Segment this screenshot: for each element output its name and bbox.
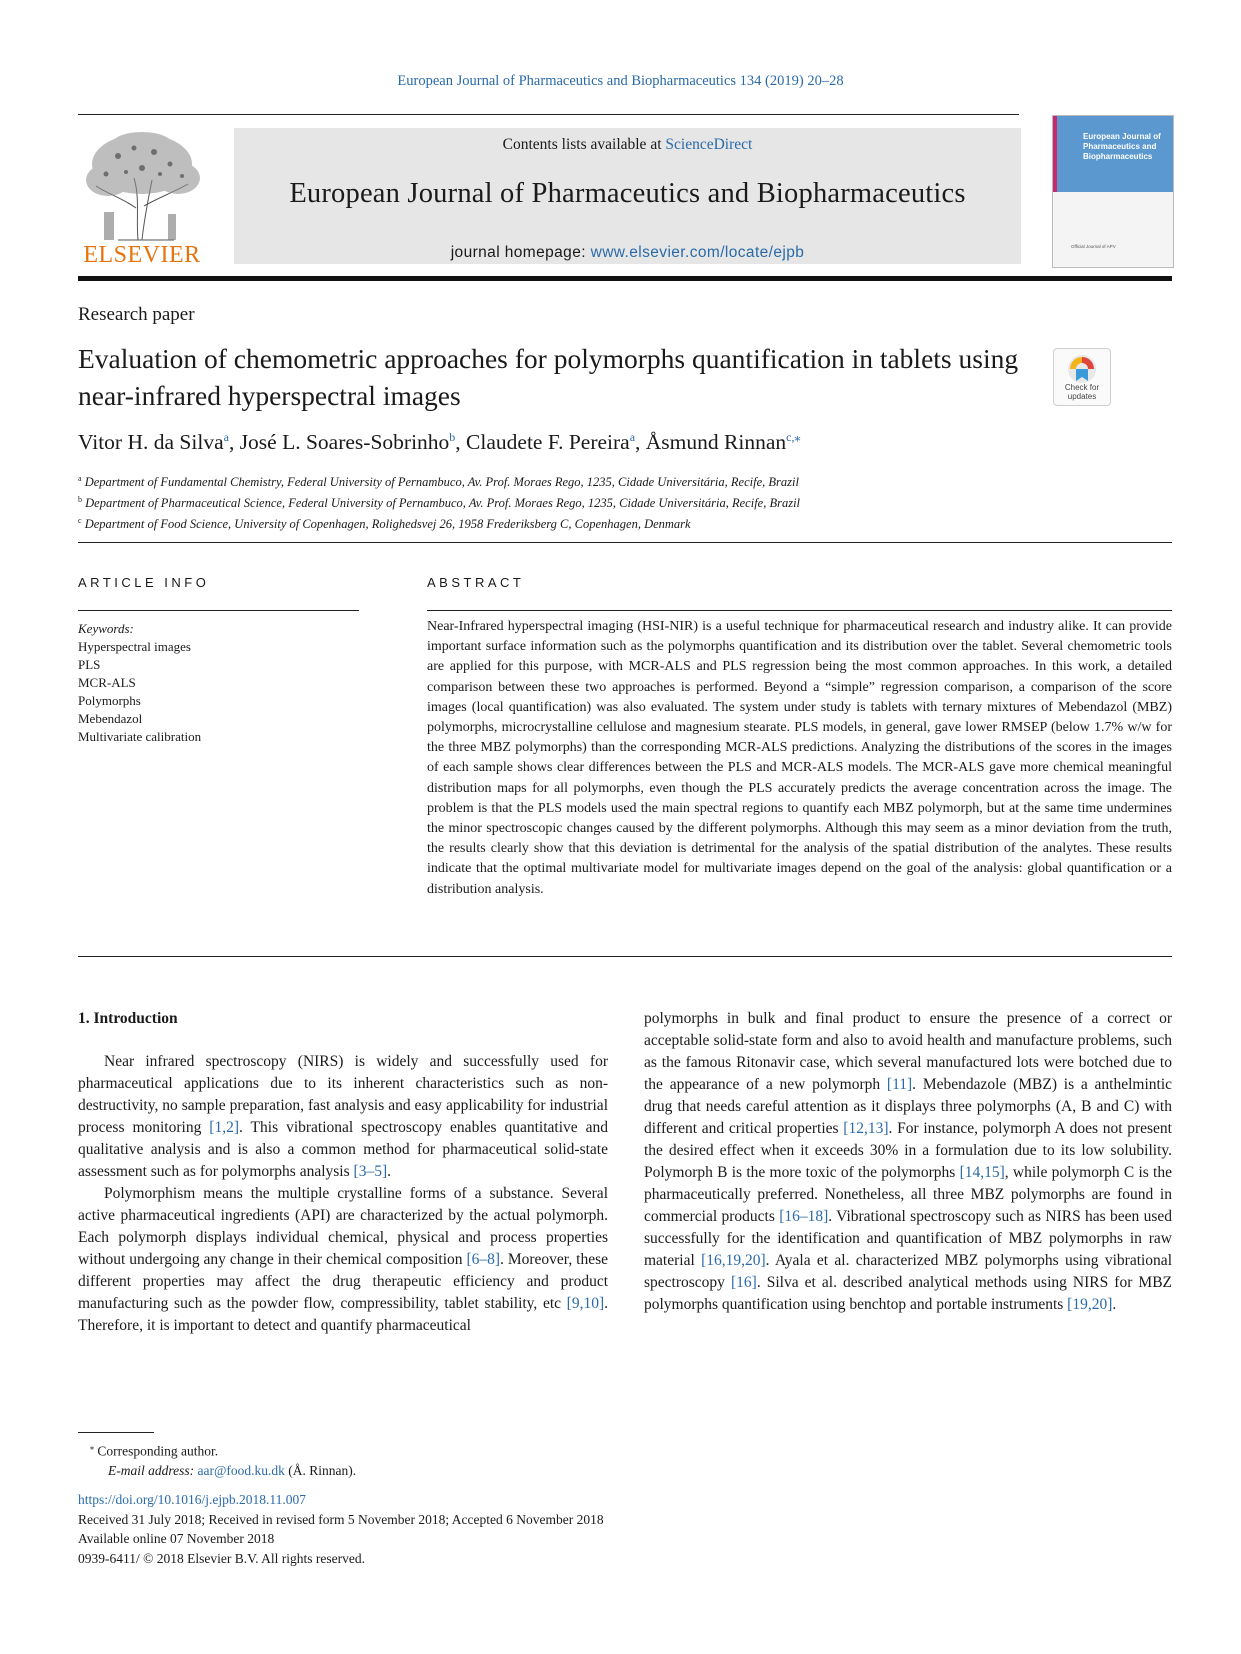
citation-link[interactable]: [16,19,20] (701, 1252, 766, 1269)
journal-homepage-line (234, 244, 1021, 262)
affiliation (78, 470, 800, 491)
paragraph-text: . Moreover, these different properties may affect the drug therapeutic efficiency and product manufacturing such as the powder flow, compressibility, tablet stability, etc (78, 1251, 609, 1312)
corresponding-author-footnote (90, 1438, 356, 1480)
journal-homepage-link[interactable]: www.elsevier.com/locate/ejpb (590, 244, 805, 261)
affiliation-marker: c (78, 516, 82, 526)
article-type: Research paper (78, 304, 195, 325)
author-name[interactable]: Claudete F. Pereira (466, 430, 630, 455)
citation-link[interactable]: [16] (730, 1274, 757, 1291)
affiliation-marker: a (78, 474, 82, 483)
doi-link[interactable]: https://doi.org/10.1016/j.ejpb.2018.11.007 (78, 1492, 307, 1507)
paragraph-text: . (1112, 1296, 1117, 1313)
affiliation-text: Department of Food Science, University of Copenhagen, Rolighedsvej 26, 1958 Frederiksberg C, Copenhagen, Denmark (84, 517, 691, 532)
email-link[interactable]: aar@food.ku.dk (197, 1462, 285, 1478)
article-info-rule (78, 610, 359, 611)
journal-cover-thumbnail[interactable] (1052, 115, 1174, 268)
citation-link[interactable]: [3–5] (353, 1163, 388, 1180)
paragraph-text: . Silva et al. described analytical methods using NIRS for MBZ polymorphs quantification using benchtop and portable instruments (644, 1274, 1173, 1313)
author-affiliation-marker[interactable]: c,⁎ (786, 430, 801, 444)
keyword: Hyperspectral images (78, 639, 191, 654)
copyright-line: 0939-6411/ © 2018 Elsevier B.V. All rights reserved. (78, 1550, 365, 1566)
affiliation-text: Department of Fundamental Chemistry, Federal University of Pernambuco, Av. Prof. Moraes Rego, 1235, Cidade Universitária, Recife, Brazil (84, 475, 799, 490)
citation-link[interactable]: [19,20] (1067, 1296, 1113, 1313)
keyword: Multivariate calibration (78, 729, 202, 744)
email-label: E-mail address: (108, 1462, 198, 1478)
citation-link[interactable]: [12,13] (843, 1120, 889, 1137)
citation-link[interactable]: [11] (886, 1076, 913, 1093)
paragraph-text: . Therefore, it is important to detect and quantify pharmaceutical (78, 1295, 608, 1334)
journal-masthead (234, 128, 1021, 264)
citation-link[interactable]: [6–8] (466, 1251, 501, 1268)
email-suffix: (Å. Rinnan). (284, 1462, 357, 1478)
footnote-marker: ⁎ (90, 1443, 94, 1452)
corresponding-label: Corresponding author. (97, 1443, 219, 1459)
body-paragraph (78, 1183, 608, 1337)
citation-link[interactable]: [14,15] (959, 1164, 1005, 1181)
paragraph-text: . (387, 1163, 391, 1180)
publication-info (78, 1490, 604, 1568)
homepage-prefix: journal homepage: (450, 244, 591, 261)
cover-footer: Official Journal of APV (1071, 244, 1116, 249)
author-name[interactable]: Åsmund Rinnan (645, 430, 787, 455)
footnote-rule (78, 1432, 154, 1433)
article-title: Evaluation of chemometric approaches for polymorphs quantification in tablets using near-infrared hyperspectral images (78, 343, 1019, 411)
body-column-right (644, 1008, 1172, 1316)
abstract-bottom-rule (78, 956, 1172, 957)
author-separator: , (455, 430, 467, 455)
section-heading: 1. Introduction (78, 1010, 178, 1027)
contents-available-line (234, 136, 1021, 154)
citation-link[interactable]: [9,10] (566, 1295, 605, 1312)
elsevier-wordmark: ELSEVIER (83, 242, 201, 268)
corresponding-line (90, 1438, 356, 1461)
author-name[interactable]: Vitor H. da Silva (78, 430, 224, 455)
paragraph-text: . Ayala et al. characterized MBZ polymorphs using vibrational spectroscopy (644, 1252, 1172, 1291)
keyword: MCR-ALS (78, 675, 136, 690)
author-list (78, 430, 800, 455)
header-rule (78, 114, 1019, 115)
author-affiliation-marker[interactable]: b (449, 430, 456, 444)
paragraph-text: , while polymorph C is the pharmaceutically preferred. Nonetheless, all three MBZ polymorphs are found in commercial products (644, 1164, 1172, 1225)
paragraph-text: . This vibrational spectroscopy enables quantitative and qualitative analysis and is also a common method for pharmaceutical solid-state assessment such as for polymorphs analysis (78, 1119, 609, 1180)
author-affiliation-marker[interactable]: a (629, 430, 636, 444)
affiliation-text: Department of Pharmaceutical Science, Federal University of Pernambuco, Av. Prof. Moraes Rego, 1235, Cidade Universitária, Recife, Brazil (85, 496, 801, 511)
abstract-rule (427, 610, 1172, 611)
affiliation-marker: b (78, 495, 82, 505)
author-separator: , (228, 430, 240, 455)
masthead-rule (78, 276, 1172, 281)
sciencedirect-link[interactable]: ScienceDirect (665, 136, 753, 153)
affiliation (78, 512, 800, 533)
author-separator: , (635, 430, 646, 455)
paragraph-text: Near infrared spectroscopy (NIRS) is widely and successfully used for pharmaceutical applications due to its inherent characteristics such as non-destructivity, no sample preparation, fast analysis and easy applicability for industrial process monitoring (78, 1053, 608, 1136)
title-block-rule (78, 542, 1172, 543)
affiliations (78, 470, 800, 533)
contents-prefix: Contents lists available at (502, 136, 666, 153)
article-info-heading: ARTICLE INFO (78, 575, 210, 590)
email-line (90, 1461, 356, 1480)
body-paragraph (644, 1008, 1172, 1316)
keyword: Mebendazol (78, 711, 143, 726)
received-dates: Received 31 July 2018; Received in revised form 5 November 2018; Accepted 6 November 2018 (78, 1511, 604, 1527)
journal-title: European Journal of Pharmaceutics and Biopharmaceutics (289, 178, 966, 209)
paragraph-text: Polymorphism means the multiple crystalline forms of a substance. Several active pharmaceutical ingredients (API) are characterized by the actual polymorph. Each polymorph displays individual chemical, physical and process properties without undergoing any change in their chemical composition (78, 1185, 608, 1268)
paragraph-text: . For instance, polymorph A does not present the desired effect when it exceeds 30% in a formulation due to its low solubility. Polymorph B is the more toxic of the polymorphs (644, 1120, 1172, 1181)
cover-accent-bar (1053, 116, 1057, 192)
keywords-list (78, 620, 201, 746)
keyword: Polymorphs (78, 693, 141, 708)
citation-link[interactable]: [1,2] (209, 1119, 239, 1136)
paragraph-text: . Mebendazole (MBZ) is a anthelmintic drug that needs careful attention as it displays three polymorphs (A, B and C) with different and critical properties (644, 1076, 1173, 1137)
abstract-text: Near-Infrared hyperspectral imaging (HSI-NIR) is a useful technique for pharmaceutical research and industry alike. It can provide important surface information such as the polymorphs quantification and its distribution over the tablet. Several chemometric tools are applied for this purpose, with MCR-ALS and PLS regression being the most common approaches. In this work, a detailed comparison between these two approaches is performed. Beyond a “simple” regression comparison, a comparison of the score images (local quantification) was also evaluated. The system under study is tablets with ternary mixtures of Mebendazol (MBZ) polymorphs, microcrystalline cellulose and magnesium stearate. PLS models, in general, gave lower RMSEP (below 1.7% w/w for the three MBZ polymorphs) than the corresponding MCR-ALS predictions. Analyzing the distributions of the scores in the images of each sample shows clear differences between the PLS and MCR-ALS models. The MCR-ALS gave more chemical meaningful distribution maps for all polymorphs, even though the PLS accurately predicts the average concentration across the image. The problem is that the PLS models used the main spectral regions to quantify each MBZ polymorph, but at the same time undermines the minor spectroscopic changes caused by the different polymorphs. Although this may seem as a minor deviation from the truth, the results clearly show that this deviation is detrimental for the analysis of the spatial distribution of the analytes. These results indicate that the optimal multivariate model for multivariate images depend on the goal of the analysis: global quantification or a distribution analysis. (427, 619, 1172, 897)
available-online: Available online 07 November 2018 (78, 1531, 275, 1546)
abstract-heading: ABSTRACT (427, 575, 525, 590)
author-affiliation-marker[interactable]: a (223, 430, 229, 444)
running-head[interactable]: European Journal of Pharmaceutics and Biopharmaceutics 134 (2019) 20–28 (397, 73, 844, 89)
paragraph-text: polymorphs in bulk and final product to ensure the presence of a correct or acceptable solid-state form and also to avoid health and manufacture problems, such as the famous Ritonavir case, which several manufactured lots were botched due to the appearance of a new polymorph (644, 1010, 1172, 1093)
right-paragraphs (644, 1008, 1172, 1316)
body-column-left (78, 1008, 608, 1337)
keyword: PLS (78, 657, 101, 672)
body-paragraph (78, 1051, 608, 1183)
citation-link[interactable]: [16–18] (779, 1208, 829, 1225)
affiliation (78, 491, 800, 512)
cover-title: European Journal of Pharmaceutics and Biopharmaceutics (1083, 132, 1161, 161)
paragraph-text: . Vibrational spectroscopy such as NIRS has been used successfully for the identification and quantification of MBZ polymorphs in raw material (644, 1208, 1172, 1269)
author-name[interactable]: José L. Soares-Sobrinho (239, 430, 450, 455)
keywords-label: Keywords: (78, 621, 134, 636)
crossmark-label: Check for updates (1064, 383, 1100, 401)
left-paragraphs (78, 1051, 608, 1337)
